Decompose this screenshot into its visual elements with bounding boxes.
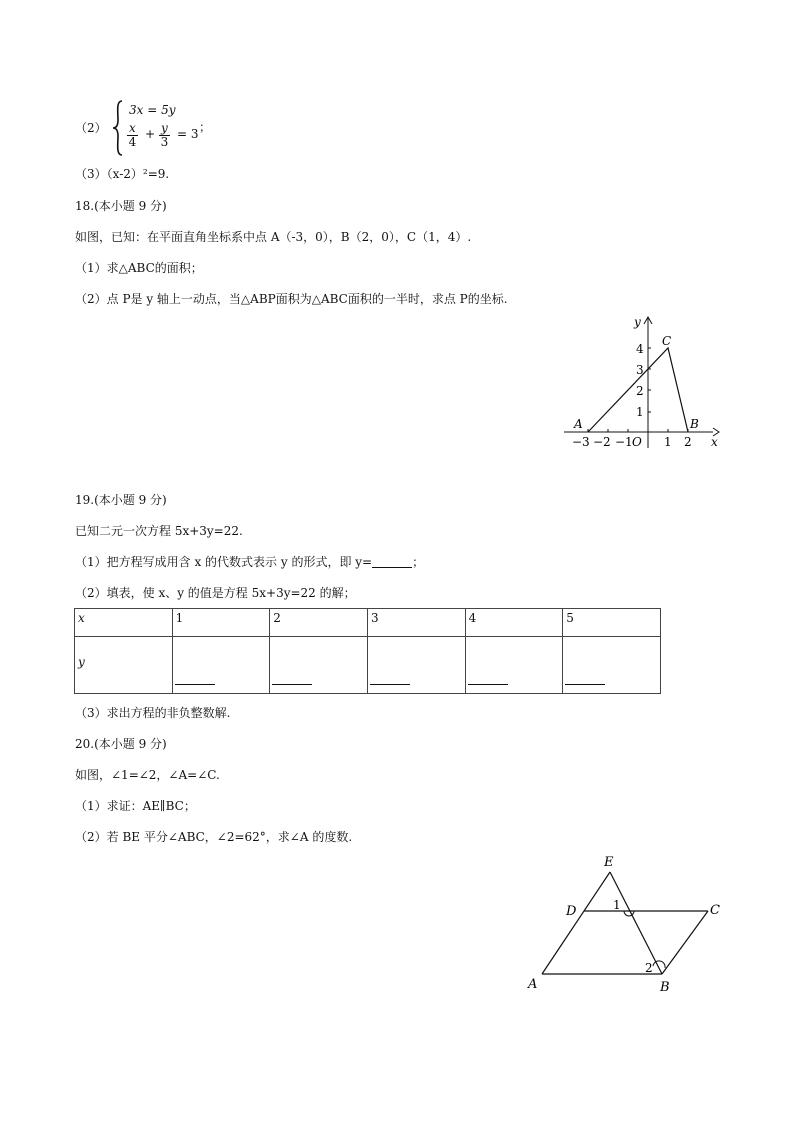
y-tick-label: 4 [636,342,644,356]
point-label-b: B [690,417,699,431]
question-part-2: （2）点 P是 y 轴上一动点，当△ABP面积为△ABC面积的一半时，求点 P的坐标. [75,292,508,306]
brace-icon [111,100,125,156]
table-cell: 2 [270,609,368,637]
question-part-2: （2）若 BE 平分∠ABC，∠2=62°，求∠A 的度数. [75,830,353,844]
answer-blank [468,684,508,685]
point-label-d: D [566,904,577,919]
answer-blank [175,684,215,685]
coordinate-figure [558,312,738,452]
x-tick-label: −2 [593,435,611,449]
x-tick-label: −3 [572,435,590,449]
table-cell [465,637,563,694]
table-cell: 1 [172,609,270,637]
table-row [75,609,661,637]
x-tick-label: O [632,435,642,449]
question-intro: 如图，已知：在平面直角坐标系中点 A（-3，0），B（2，0），C（1，4）. [75,230,472,244]
fraction-numerator: y [161,121,168,135]
question-header: 19.(本小题 9 分) [75,493,167,507]
question-part-1: （1）求△ABC的面积； [75,261,203,275]
segment-cb [662,911,708,974]
answer-blank [272,684,312,685]
x-tick-label: 2 [684,435,692,449]
point-label-a: A [574,417,583,431]
y-tick-label: 1 [636,405,644,419]
table-row [75,637,661,694]
x-tick-label: 1 [664,435,672,449]
geometry-figure [520,848,740,998]
x-tick-label: −1 [615,435,633,449]
plus-sign: + [145,127,156,141]
axis-label-x: x [711,435,718,449]
question-part-1 [75,554,424,570]
equation-system [75,100,215,156]
angle-label-2: 2 [645,961,653,975]
angle-label-1: 1 [613,898,621,912]
point-label-c: C [710,903,720,918]
punctuation: ； [412,555,425,569]
question-intro: 已知二元一次方程 5x+3y=22. [75,524,243,538]
answer-blank [565,684,605,685]
axis-label-y: y [634,315,641,329]
question-header: 20.(本小题 9 分) [75,737,167,751]
fraction-numerator: x [129,121,136,135]
point-label-e: E [604,855,614,870]
question-part-3: （3）求出方程的非负整数解. [75,706,231,720]
question-part-2: （2）填表，使 x、y 的值是方程 5x+3y=22 的解； [75,586,356,600]
fraction-x-over-4 [127,122,138,149]
point-label-c: C [662,334,672,348]
table-cell: 4 [465,609,563,637]
segment-eb [610,872,662,974]
fraction-denominator: 4 [128,135,137,149]
table-cell: 5 [563,609,661,637]
fraction-y-over-3 [159,122,170,149]
table-cell: x [75,609,173,637]
question-header: 18.(本小题 9 分) [75,199,167,213]
values-table [74,608,661,694]
table-cell [367,637,465,694]
question-part-1: （1）求证：AE∥BC； [75,799,196,813]
point-label-a: A [528,977,538,992]
question-intro: 如图，∠1=∠2，∠A=∠C. [75,768,220,782]
table-cell [563,637,661,694]
question-part-3: （3）（x-2）²=9. [75,167,170,181]
answer-blank [370,684,410,685]
fraction-denominator: 3 [160,135,169,149]
point-label-b: B [660,980,670,995]
row-label: y [78,655,85,669]
segment-ea [542,872,610,974]
table-cell [172,637,270,694]
table-cell: 3 [367,609,465,637]
table-cell [270,637,368,694]
equation-1: 3x = 5y [129,103,176,117]
table-cell [75,637,173,694]
question-part-1-text: （1）把方程写成用含 x 的代数式表示 y 的形式，即 y= [75,555,373,569]
y-tick-label: 2 [636,384,644,398]
punctuation: ； [199,120,212,134]
answer-blank [372,567,412,568]
y-tick-label: 3 [636,363,644,377]
part-label: （2） [75,121,107,135]
equation-2-rhs: = 3 [177,127,199,141]
